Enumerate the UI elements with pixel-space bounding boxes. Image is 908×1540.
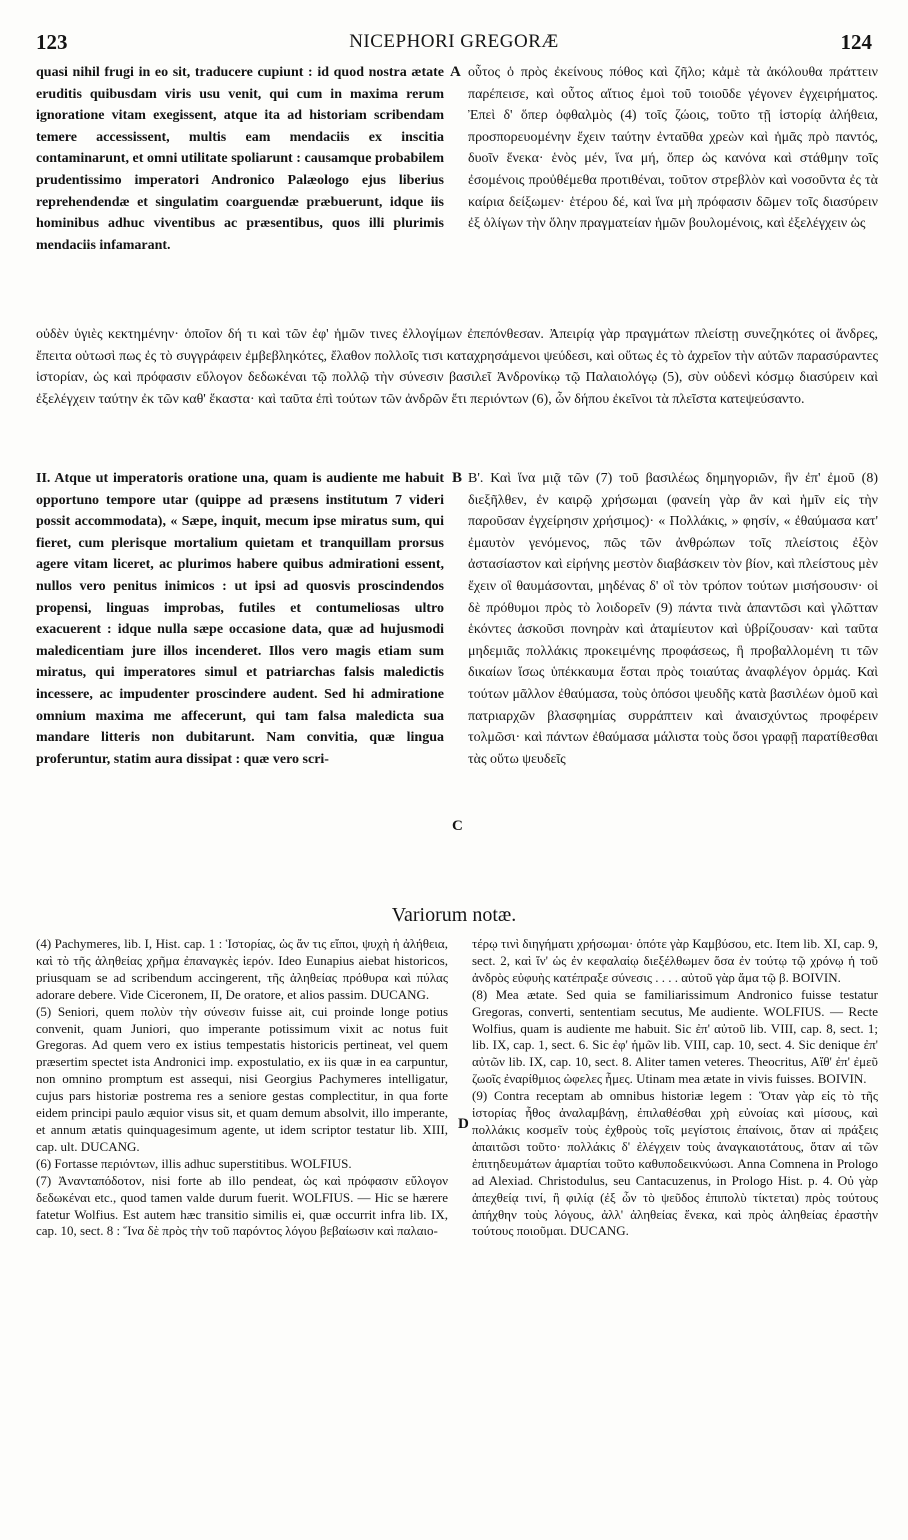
running-header — [36, 30, 872, 60]
greek-paragraph-1: οὗτος ὁ πρὸς ἐκείνους πόθος καὶ ζῆλο; κἀμὲ τὰ ἀκόλουθα πράττειν παρέπεισε, καὶ οὗτος αἴτιος ἐμοὶ τοῦ τοιοῦδε γέγονεν ἐγχειρήματος. Ἐπεὶ δ' ὅπερ ὀφθαλμὸς (4) τοῖς ζώοις, τοῦτο τῇ ἱστορίᾳ ἀλήθεια, προσπορευομένην ἔχειν ταύτην ἐνταῦθα χρεὼν καὶ ἡμᾶς πρὸ παντός, δυοῖν ἕνεκα· ἑνὸς μέν, ἵνα μή, ὅπερ ὡς κανόνα καὶ στάθμην τοῖς ἐσομένοις προὐθέμεθα προτιθέναι, τοῦτον στρεβλὸν καὶ νοσοῦντα ἐς τὰ καίρια δείξωμεν· ἑτέρου δέ, καὶ ἵνα μὴ πρόφασιν δῶμεν τοῖς διασύρειν ἐξ ὀλίγων τὴν ὅλην πραγματείαν ἡμῶν βουλομένοις, καὶ ἐξελέγχειν ὡς — [468, 65, 878, 232]
greek-paragraph-full: οὐδὲν ὑγιὲς κεκτημένην· ὁποῖον δή τι καὶ τῶν ἐφ' ἡμῶν τινες ἐλλογίμων ἐπεπόνθεσαν. Ἀπειρίᾳ γὰρ πραγμάτων πλείστῃ συνεζηκότες οἱ ἄνδρες, ἔπειτα οὑτωσὶ πως ἐς τὸ συγγράφειν ἐμβεβληκότες, ἔλαθον πολλοῖς τισι καταχρησάμενοι ψεύδεσι, καὶ οὕτως ἐς τὸ ἀχρεῖον τὴν αὐτῶν παρασύραντες ἱστορίαν, ὡς καὶ πρόφασιν εὔλογον δεδωκέναι τῷ πολλῷ τὴν σύνεσιν βασιλεῖ Ἀνδρονίκῳ τῷ Παλαιολόγῳ (5), σὺν οὐδενὶ κόσμῳ διασύρειν καὶ ἐξελέγχειν ταύτην ἐκ τῶν καθ' ἕκαστα· καὶ ταῦτα ἐπὶ τούτων τῶν ἀνδρῶν ἔτι περιόντων (6), ὧν δήπου ἐκεῖνοι τὰ πλεῖστα κατεψεύσαντο. — [36, 327, 878, 407]
latin-column-1 — [36, 62, 444, 256]
notes-left-column — [36, 936, 448, 1240]
note-6: (6) Fortasse περιόντων, illis adhuc superstitibus. WOLFIUS. — [36, 1155, 352, 1171]
note-7-continued: τέρῳ τινὶ διηγήματι χρήσωμαι· ὁπότε γὰρ Καμβύσου, etc. Item lib. XI, cap. 9, sect. 2, καὶ ἵν' ὡς ἐν κεφαλαίῳ διεξέλθωμεν ὅσα ἐν τούτῳ τῷ χρόνῳ ἡ τοῦ ἀνδρὸς εὐφυὴς κατέπραξε σύνεσις . . . . αὐτοῦ γὰρ ἅμα τῷ β. BOIVIN. — [472, 936, 878, 985]
section-marker-b: B — [452, 470, 463, 486]
note-4: (4) Pachymeres, lib. I, Hist. cap. 1 : Ἱστορίας, ὡς ἄν τις εἴποι, ψυχὴ ἡ ἀλήθεια, καὶ τὸ τῆς ἀληθείας χρῆμα ἐπαναγκὲς ἱερόν. Ideo Eunapius aiebat historicos, priusquam se ad scribendum accingerent, τῆς ἀληθείας πρόθυρα καὶ πύλας adorare debere. Vide Ciceronem, II, De oratore, et alios passim. DUCANG. — [36, 936, 448, 1002]
latin-column-2 — [36, 468, 444, 770]
note-8: (8) Mea ætate. Sed quia se familiarissimum Andronico fuisse testatur Gregoras, converti, sententiam secutus, Me audiente. WOLFIUS. — Recte Wolfius, quam is audiente me habuit. Sic ἐπ' αὐτοῦ lib. VIII, cap. 8, sect. 1; lib. IX, cap. 1, sect. 6. Sic ἐφ' ἡμῶν lib. VIII, cap. 10, sect. 4. Sic denique ἐπ' αὐτῶν lib. IX, cap. 10, sect. 8. Aliter tamen veteres. Theocritus, Αἴθ' ἐπ' ἐμεῦ ζωοῖς ἐναρίθμιος ὠφελες ἦμες. Utinam mea ætate in vivis fuisses. BOIVIN. — [472, 986, 878, 1087]
notes-heading: Variorum notæ. — [391, 904, 517, 926]
page-number-right: 124 — [840, 30, 872, 54]
section-marker-d: D — [458, 1116, 469, 1132]
running-title: NICEPHORI GREGORÆ — [349, 31, 559, 52]
note-5: (5) Seniori, quem πολὺν τὴν σύνεσιν fuisse ait, cui proinde longe potius convenit, quam Juniori, quo imperante potissimum vixit ac notus fuit Gregoras. Ad quem vero ex istius tempestatis historicis pertineat, vel quem præsertim spectet ista Andronici imp. expostulatio, ex iis quæ in ea carpuntur, non omnino promptum est assequi, nisi Georgius Pachymeres intelligatur, cujus pars historiæ postrema res a seniore gestas complectitur, in qua forte eidem principi paulo æquior visus sit, et quam demum absolvit, illo imperante, et annum ætatis quinquagesimum agente, ut idem scriptor testatur lib. XIII, cap. ult. DUCANG. — [36, 1003, 448, 1154]
greek-column-1 — [468, 62, 878, 235]
latin-paragraph-2: II. Atque ut imperatoris oratione una, quam is audiente me habuit opportuno tempore utar (quippe ad præsens institutum 7 videri possit accommodata), « Sæpe, inquit, mecum ipse miratus sum, qui fieret, cum plerisque mortalium quietam et tranquillam prorsus agere vitam liceret, ac plurimos habere quibus admirationi essent, nullos vero penitus inimicos : ut ipsi ad quosvis proscindendos propensi, linguas improbas, futiles et contumeliosas ultro exacuerent : idque nulla sæpe occasione data, quæ ad hujusmodi maledicentiam jure illos incenderet. Illos vero magis etiam sum miratus, qui imperatores simul et patriarchas falsis maledictis incessere, ac impudenter proscindere audent. Sed hi admiratione omnium maxima me affecerunt, qui tam falsa maledicta sua mandare litteris non dubitarunt. Nam convitia, quæ lingua proferuntur, statim aura dissipat : quæ vero scri- — [36, 471, 444, 767]
greek-paragraph-2: Β'. Καὶ ἵνα μιᾷ τῶν (7) τοῦ βασιλέως δημηγοριῶν, ἣν ἐπ' ἐμοῦ (8) διεξῆλθεν, ἐν καιρῷ χρήσωμαι (φανείη γὰρ ἂν καὶ ἡμῖν εἰς τὴν παροῦσαν ἐγχείρησιν χρήσιμος)· « Πολλάκις, » φησίν, « ἐθαύμασα κατ' ἐμαυτὸν γενόμενος, πῶς τῶν ἀνθρώπων τοῖς πλείστοις ἐξὸν ἀστασίαστον καὶ εἰρήνης μεστὸν διαβάσκειν τὸν βίον, καὶ πλείστους μὲν ἔχειν οἳ θαυμάσονται, μηδένας δ' οἳ τὸν τρόπον τούτων μισήσουσιν· οἱ δὲ πρόθυμοι πρὸς τὸ λοιδορεῖν (9) πάντα τινὰ ἀπαντῶσι καὶ γλῶτταν ἑκόντες ἀσκοῦσι πονηρὰν καὶ ἀταμίευτον καὶ ὑβρίζουσαν· καὶ ταῦτα μηδεμιᾶς πολλάκις προκειμένης προφάσεως, ἣ προβαλλομένη τι τῶν δικαίων ἴσως ὑπέκκαυμα ἔσται πρὸς τοιαύτας ἀναφλέγον ὁρμάς. Καὶ τούτων μᾶλλον ἐθαύμασα, τοὺς ὁπόσοι ψευδῆς κατὰ βασιλέων ὁμοῦ καὶ πατριαρχῶν βλασφημίας συρράπτειν καὶ ἀναισχύντως προφέρειν τολμῶσι· καὶ πάντων ἐθαύμασα μάλιστα τοὺς ὅσοι γραφῇ παρατίθεσθαι τὰς οὕτω ψευδεῖς — [468, 471, 878, 767]
note-7: (7) Ἀνανταπόδοτον, nisi forte ab illo pendeat, ὡς καὶ πρόφασιν εὔλογον δεδωκέναι etc., quod tamen valde durum fuerit. WOLFIUS. — Hic se hærere fatetur Wolfius. Est autem hæc transitio similis ei, quæ occurrit infra lib. IX, cap. 10, sect. 8 : Ἵνα δὲ πρὸς τὴν τοῦ παρόντος λόγου βεβαίωσιν καὶ παλαιο- — [36, 1172, 448, 1239]
page-number-left: 123 — [36, 30, 68, 54]
section-marker-c: C — [452, 818, 463, 834]
note-9: (9) Contra receptam ab omnibus historiæ legem : Ὅταν γὰρ εἰς τὸ τῆς ἱστορίας ἦθος ἀναλαμβάνῃ, ἐπιλαθέσθαι χρὴ εὐνοίας καὶ μίσους, καὶ πολλάκις κοσμεῖν τοὺς ἐχθροὺς τοῖς μεγίστοις ἐπαίνοις, ὅταν αἱ πράξεις ἀπαιτῶσι τοῦτο· πολλάκις δ' ἐλέγχειν τοὺς ἀναγκαιοτάτους, ὅταν αἱ τῶν ἐπιτηδευμάτων ἁμαρτίαι τοῦτο καθυποδεικνύωσι. Anna Comnena in Prologo ad Alexiad. Christodulus, seu Cantacuzenus, in Prologo Hist. p. 4. Οὐ γὰρ ἀπεχθείᾳ τινί, ἢ φιλίᾳ (ἐξ ὧν τὸ ψεῦδος ἐπιπολὺ τίκτεται) πρὸς τούτους ἀπήχθην τοὺς λόγους, ἀλλ' ἀληθείας ἕνεκα, καὶ πρὸς ἀληθείας ἐραστὴν τούτους ποιοῦμαι. DUCANG. — [472, 1088, 878, 1239]
section-marker-a: A — [450, 64, 461, 80]
latin-paragraph-1: quasi nihil frugi in eo sit, traducere cupiunt : id quod nostra ætate eruditis quibusdam viris usu venit, qui cum in maxima rerum ignoratione vitam exegissent, atque ita ad historiam scribendam temere accessissent, multis eam mendaciis ex inscitia contaminarunt, et omni utilitate spoliarunt : causamque probabilem prudentissimo imperatori Andronico Palæologo ejus liberius reprehendendæ et singulatim coarguendæ præbuerunt, idque iis hominibus adhuc viventibus ac præsentibus, quos illi plurimis mendaciis infamarant. — [36, 65, 444, 253]
greek-full-width-passage — [36, 324, 878, 410]
greek-column-2 — [468, 468, 878, 770]
notes-right-column — [472, 936, 878, 1240]
